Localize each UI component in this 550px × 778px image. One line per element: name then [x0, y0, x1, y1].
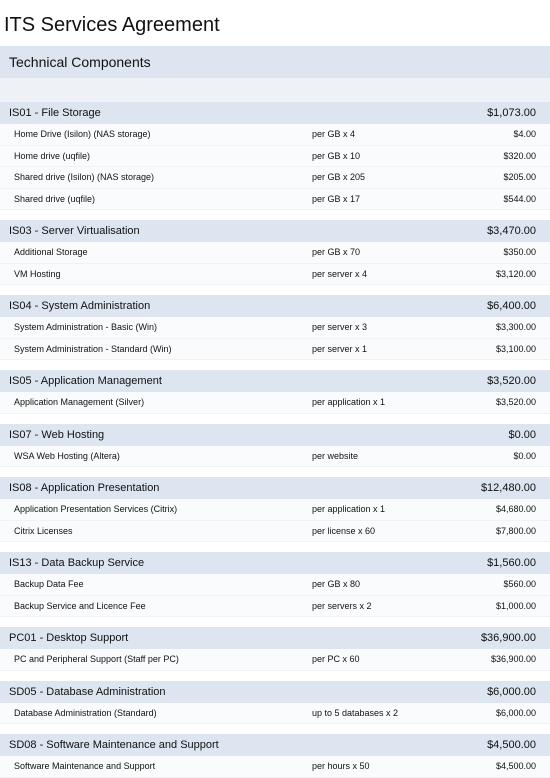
line-item-amount: $4,500.00	[495, 761, 536, 772]
line-item-amount: $6,000.00	[495, 707, 536, 718]
service-group	[0, 424, 550, 468]
line-item-quantity: per hours x 50	[312, 761, 370, 772]
line-item-quantity: per server x 4	[312, 268, 368, 279]
line-item-description: VM Hosting	[14, 268, 61, 279]
line-item-quantity: per application x 1	[312, 504, 386, 515]
line-item-row	[0, 317, 550, 339]
line-item-row	[0, 392, 550, 414]
group-header	[0, 681, 550, 703]
group-total: $12,480.00	[480, 482, 536, 494]
line-item-quantity: up to 5 databases x 2	[312, 707, 399, 718]
group-name: IS05 - Application Management	[9, 375, 162, 387]
group-header	[0, 424, 550, 446]
line-item-description: Shared drive (uqfile)	[14, 193, 96, 204]
line-item-amount: $0.00	[513, 450, 536, 461]
line-item-description: Additional Storage	[14, 247, 88, 258]
line-item-amount: $320.00	[503, 150, 536, 161]
line-item-quantity: per servers x 2	[312, 600, 372, 611]
group-name: IS04 - System Administration	[9, 300, 151, 312]
line-item-amount: $36,900.00	[490, 654, 536, 665]
group-name: IS03 - Server Virtualisation	[9, 225, 140, 237]
group-total: $6,400.00	[487, 300, 536, 312]
line-item-description: Application Presentation Services (Citrix)	[14, 504, 178, 515]
service-group	[0, 102, 550, 210]
group-name: PC01 - Desktop Support	[9, 632, 129, 644]
group-header	[0, 477, 550, 499]
group-name: SD08 - Software Maintenance and Support	[9, 739, 219, 751]
line-item-description: Home Drive (Isilon) (NAS storage)	[14, 129, 151, 140]
line-item-description: Backup Service and Licence Fee	[14, 600, 146, 611]
line-item-amount: $7,800.00	[495, 525, 536, 536]
line-item-description: PC and Peripheral Support (Staff per PC)	[14, 654, 179, 665]
group-name: IS07 - Web Hosting	[9, 428, 105, 441]
line-item-description: Software Maintenance and Support	[14, 761, 156, 772]
line-item-amount: $3,300.00	[495, 322, 536, 333]
line-item-quantity: per GB x 205	[312, 172, 366, 183]
line-item-row	[0, 146, 550, 168]
service-group	[0, 552, 550, 617]
group-name: IS08 - Application Presentation	[9, 482, 160, 494]
line-item-description: Application Management (Silver)	[14, 397, 145, 408]
line-item-description: System Administration - Basic (Win)	[14, 322, 158, 333]
section-header: Technical Components	[0, 46, 550, 78]
service-group	[0, 295, 550, 360]
line-item-row	[0, 339, 550, 361]
line-item-quantity: per GB x 10	[312, 150, 361, 161]
line-item-quantity: per server x 3	[312, 322, 368, 333]
line-item-row	[0, 167, 550, 189]
group-total: $1,073.00	[487, 107, 536, 119]
group-header	[0, 370, 550, 392]
line-item-amount: $3,120.00	[495, 268, 536, 279]
line-item-quantity: per GB x 80	[312, 579, 361, 590]
group-total: $3,520.00	[487, 375, 536, 387]
line-item-row	[0, 242, 550, 264]
line-item-quantity: per server x 1	[312, 343, 368, 354]
group-total: $6,000.00	[487, 685, 536, 698]
line-item-amount: $4,680.00	[495, 504, 536, 515]
group-header	[0, 627, 550, 649]
line-item-amount: $3,100.00	[495, 343, 536, 354]
line-item-amount: $1,000.00	[495, 600, 536, 611]
line-item-quantity: per license x 60	[312, 525, 376, 536]
line-item-amount: $544.00	[503, 193, 536, 204]
group-header	[0, 102, 550, 124]
line-item-quantity: per GB x 17	[312, 193, 361, 204]
line-item-row	[0, 756, 550, 778]
service-group	[0, 477, 550, 542]
service-group	[0, 734, 550, 778]
line-item-amount: $560.00	[503, 579, 536, 590]
group-total: $36,900.00	[480, 632, 536, 644]
line-item-description: Database Administration (Standard)	[14, 707, 157, 718]
service-group	[0, 370, 550, 414]
line-item-amount: $205.00	[503, 172, 536, 183]
group-header	[0, 295, 550, 317]
line-item-row	[0, 596, 550, 618]
line-item-quantity: per application x 1	[312, 397, 386, 408]
line-item-amount: $350.00	[503, 247, 536, 258]
line-item-description: WSA Web Hosting (Altera)	[14, 450, 120, 461]
line-item-row	[0, 189, 550, 211]
line-item-row	[0, 649, 550, 671]
group-total: $3,470.00	[487, 225, 536, 237]
line-item-row	[0, 521, 550, 543]
group-header	[0, 734, 550, 756]
line-item-row	[0, 446, 550, 468]
line-item-quantity: per PC x 60	[312, 654, 360, 665]
group-header	[0, 552, 550, 574]
group-total: $4,500.00	[487, 739, 536, 751]
section-spacer	[0, 78, 550, 102]
service-group	[0, 681, 550, 725]
line-item-quantity: per GB x 4	[312, 129, 356, 140]
group-total: $0.00	[508, 428, 536, 441]
line-item-amount: $3,520.00	[495, 397, 536, 408]
line-item-row	[0, 264, 550, 286]
line-item-row	[0, 499, 550, 521]
line-item-description: Backup Data Fee	[14, 579, 84, 590]
group-name: IS13 - Data Backup Service	[9, 557, 145, 569]
group-total: $1,560.00	[487, 557, 536, 569]
service-group	[0, 627, 550, 671]
line-item-quantity: per website	[312, 450, 359, 461]
line-item-amount: $4.00	[513, 129, 536, 140]
line-item-description: Citrix Licenses	[14, 525, 73, 536]
line-item-row	[0, 574, 550, 596]
line-item-row	[0, 124, 550, 146]
line-item-quantity: per GB x 70	[312, 247, 361, 258]
page-title: ITS Services Agreement	[4, 14, 220, 36]
line-item-description: System Administration - Standard (Win)	[14, 343, 172, 354]
group-name: IS01 - File Storage	[9, 107, 101, 119]
service-groups	[0, 102, 550, 778]
service-group	[0, 220, 550, 285]
group-name: SD05 - Database Administration	[9, 685, 166, 698]
line-item-description: Home drive (uqfile)	[14, 150, 91, 161]
line-item-description: Shared drive (Isilon) (NAS storage)	[14, 172, 155, 183]
line-item-row	[0, 703, 550, 725]
group-header	[0, 220, 550, 242]
